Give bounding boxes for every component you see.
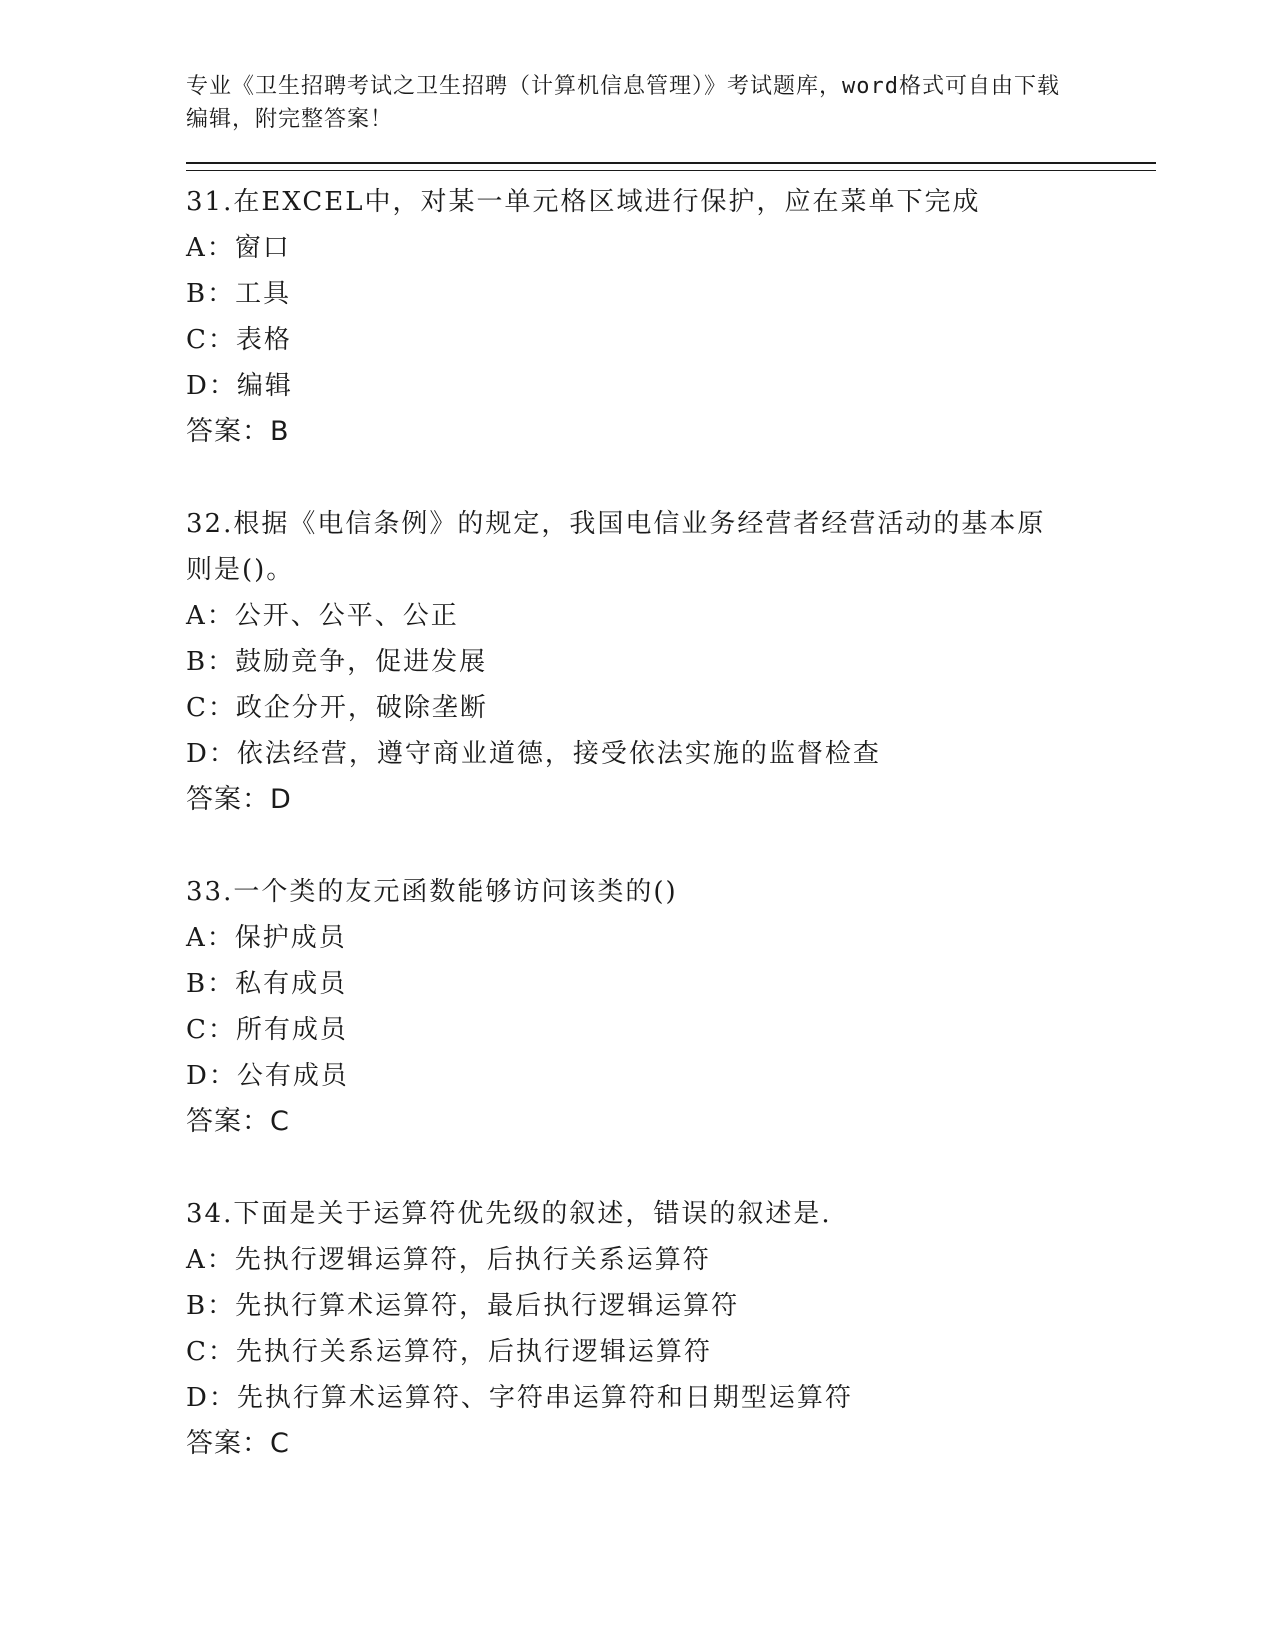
option-d: D：编辑: [186, 371, 293, 401]
answer: 答案：B: [186, 416, 290, 447]
question-34: [186, 1191, 1146, 1467]
question-title: 34.下面是关于运算符优先级的叙述，错误的叙述是.: [186, 1199, 832, 1229]
option-b: B：私有成员: [186, 969, 348, 999]
question-title: 31.在EXCEL中，对某一单元格区域进行保护，应在菜单下完成: [186, 187, 981, 217]
question-31: [186, 179, 1146, 455]
question-32: [186, 501, 1146, 823]
option-c: C：表格: [186, 325, 292, 355]
answer: 答案：C: [186, 1106, 290, 1137]
document-header: 专业《卫生招聘考试之卫生招聘（计算机信息管理）》考试题库，word格式可自由下载编辑，附完整答案！: [186, 74, 1060, 132]
option-a: A：公开、公平、公正: [186, 601, 459, 631]
document-page: [186, 70, 1146, 1467]
option-c: C：先执行关系运算符，后执行逻辑运算符: [186, 1337, 712, 1367]
option-c: C：所有成员: [186, 1015, 348, 1045]
header-divider: [186, 162, 1156, 171]
option-a: A：保护成员: [186, 923, 347, 953]
option-d: D：公有成员: [186, 1061, 349, 1091]
question-title: 32.根据《电信条例》的规定，我国电信业务经营者经营活动的基本原则是()。: [186, 509, 1046, 585]
option-b: B：鼓励竞争，促进发展: [186, 647, 488, 677]
option-b: B：先执行算术运算符，最后执行逻辑运算符: [186, 1291, 740, 1321]
question-33: [186, 869, 1146, 1145]
question-title: 33.一个类的友元函数能够访问该类的(): [186, 877, 678, 907]
option-d: D：先执行算术运算符、字符串运算符和日期型运算符: [186, 1383, 853, 1413]
option-a: A：先执行逻辑运算符，后执行关系运算符: [186, 1245, 711, 1275]
option-a: A：窗口: [186, 233, 291, 263]
option-d: D：依法经营，遵守商业道德，接受依法实施的监督检查: [186, 739, 881, 769]
option-c: C：政企分开，破除垄断: [186, 693, 488, 723]
answer: 答案：C: [186, 1428, 290, 1459]
answer: 答案：D: [186, 784, 292, 815]
option-b: B：工具: [186, 279, 292, 309]
